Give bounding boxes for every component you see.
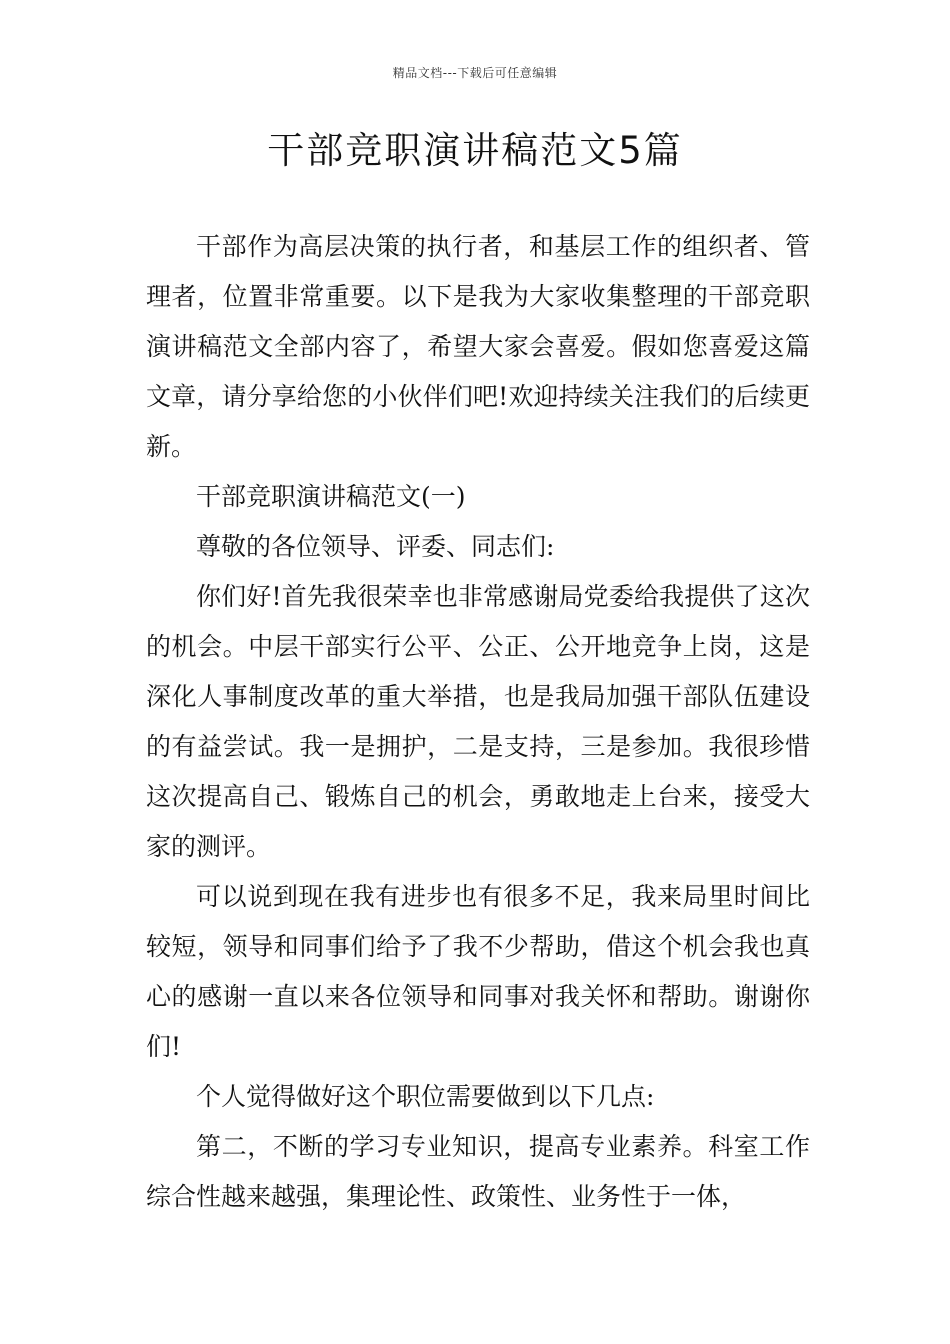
document-title: 干部竞职演讲稿范文5篇: [267, 129, 683, 172]
paragraph-section-heading: 干部竞职演讲稿范文(一): [196, 482, 466, 511]
paragraph-salutation: 尊敬的各位领导、评委、同志们:: [196, 532, 555, 561]
paragraph-opening: 你们好!首先我很荣幸也非常感谢局党委给我提供了这次的机会。中层干部实行公平、公正、公开地竞争上岗，这是深化人事制度改革的重大举措，也是我局加强干部队伍建设的有益尝试。我一是拥护，二是支持，三是参加。我很珍惜这次提高自己、锻炼自己的机会，勇敢地走上台来，接受大家的测评。: [146, 582, 810, 861]
paragraph-intro: 干部作为高层决策的执行者，和基层工作的组织者、管理者，位置非常重要。以下是我为大家收集整理的干部竞职演讲稿范文全部内容了，希望大家会喜爱。假如您喜爱这篇文章，请分享给您的小伙伴们吧!欢迎持续关注我们的后续更新。: [146, 232, 810, 461]
paragraph-thanks: 可以说到现在我有进步也有很多不足，我来局里时间比较短，领导和同事们给予了我不少帮助，借这个机会我也真心的感谢一直以来各位领导和同事对我关怀和帮助。谢谢你们!: [146, 882, 810, 1061]
paragraph-point-two: 第二，不断的学习专业知识，提高专业素养。科室工作综合性越来越强，集理论性、政策性、业务性于一体，: [146, 1132, 810, 1211]
document-body: [146, 222, 810, 1222]
paragraph-points-intro: 个人觉得做好这个职位需要做到以下几点:: [196, 1082, 655, 1111]
header-note: 精品文档---下载后可任意编辑: [392, 66, 558, 80]
